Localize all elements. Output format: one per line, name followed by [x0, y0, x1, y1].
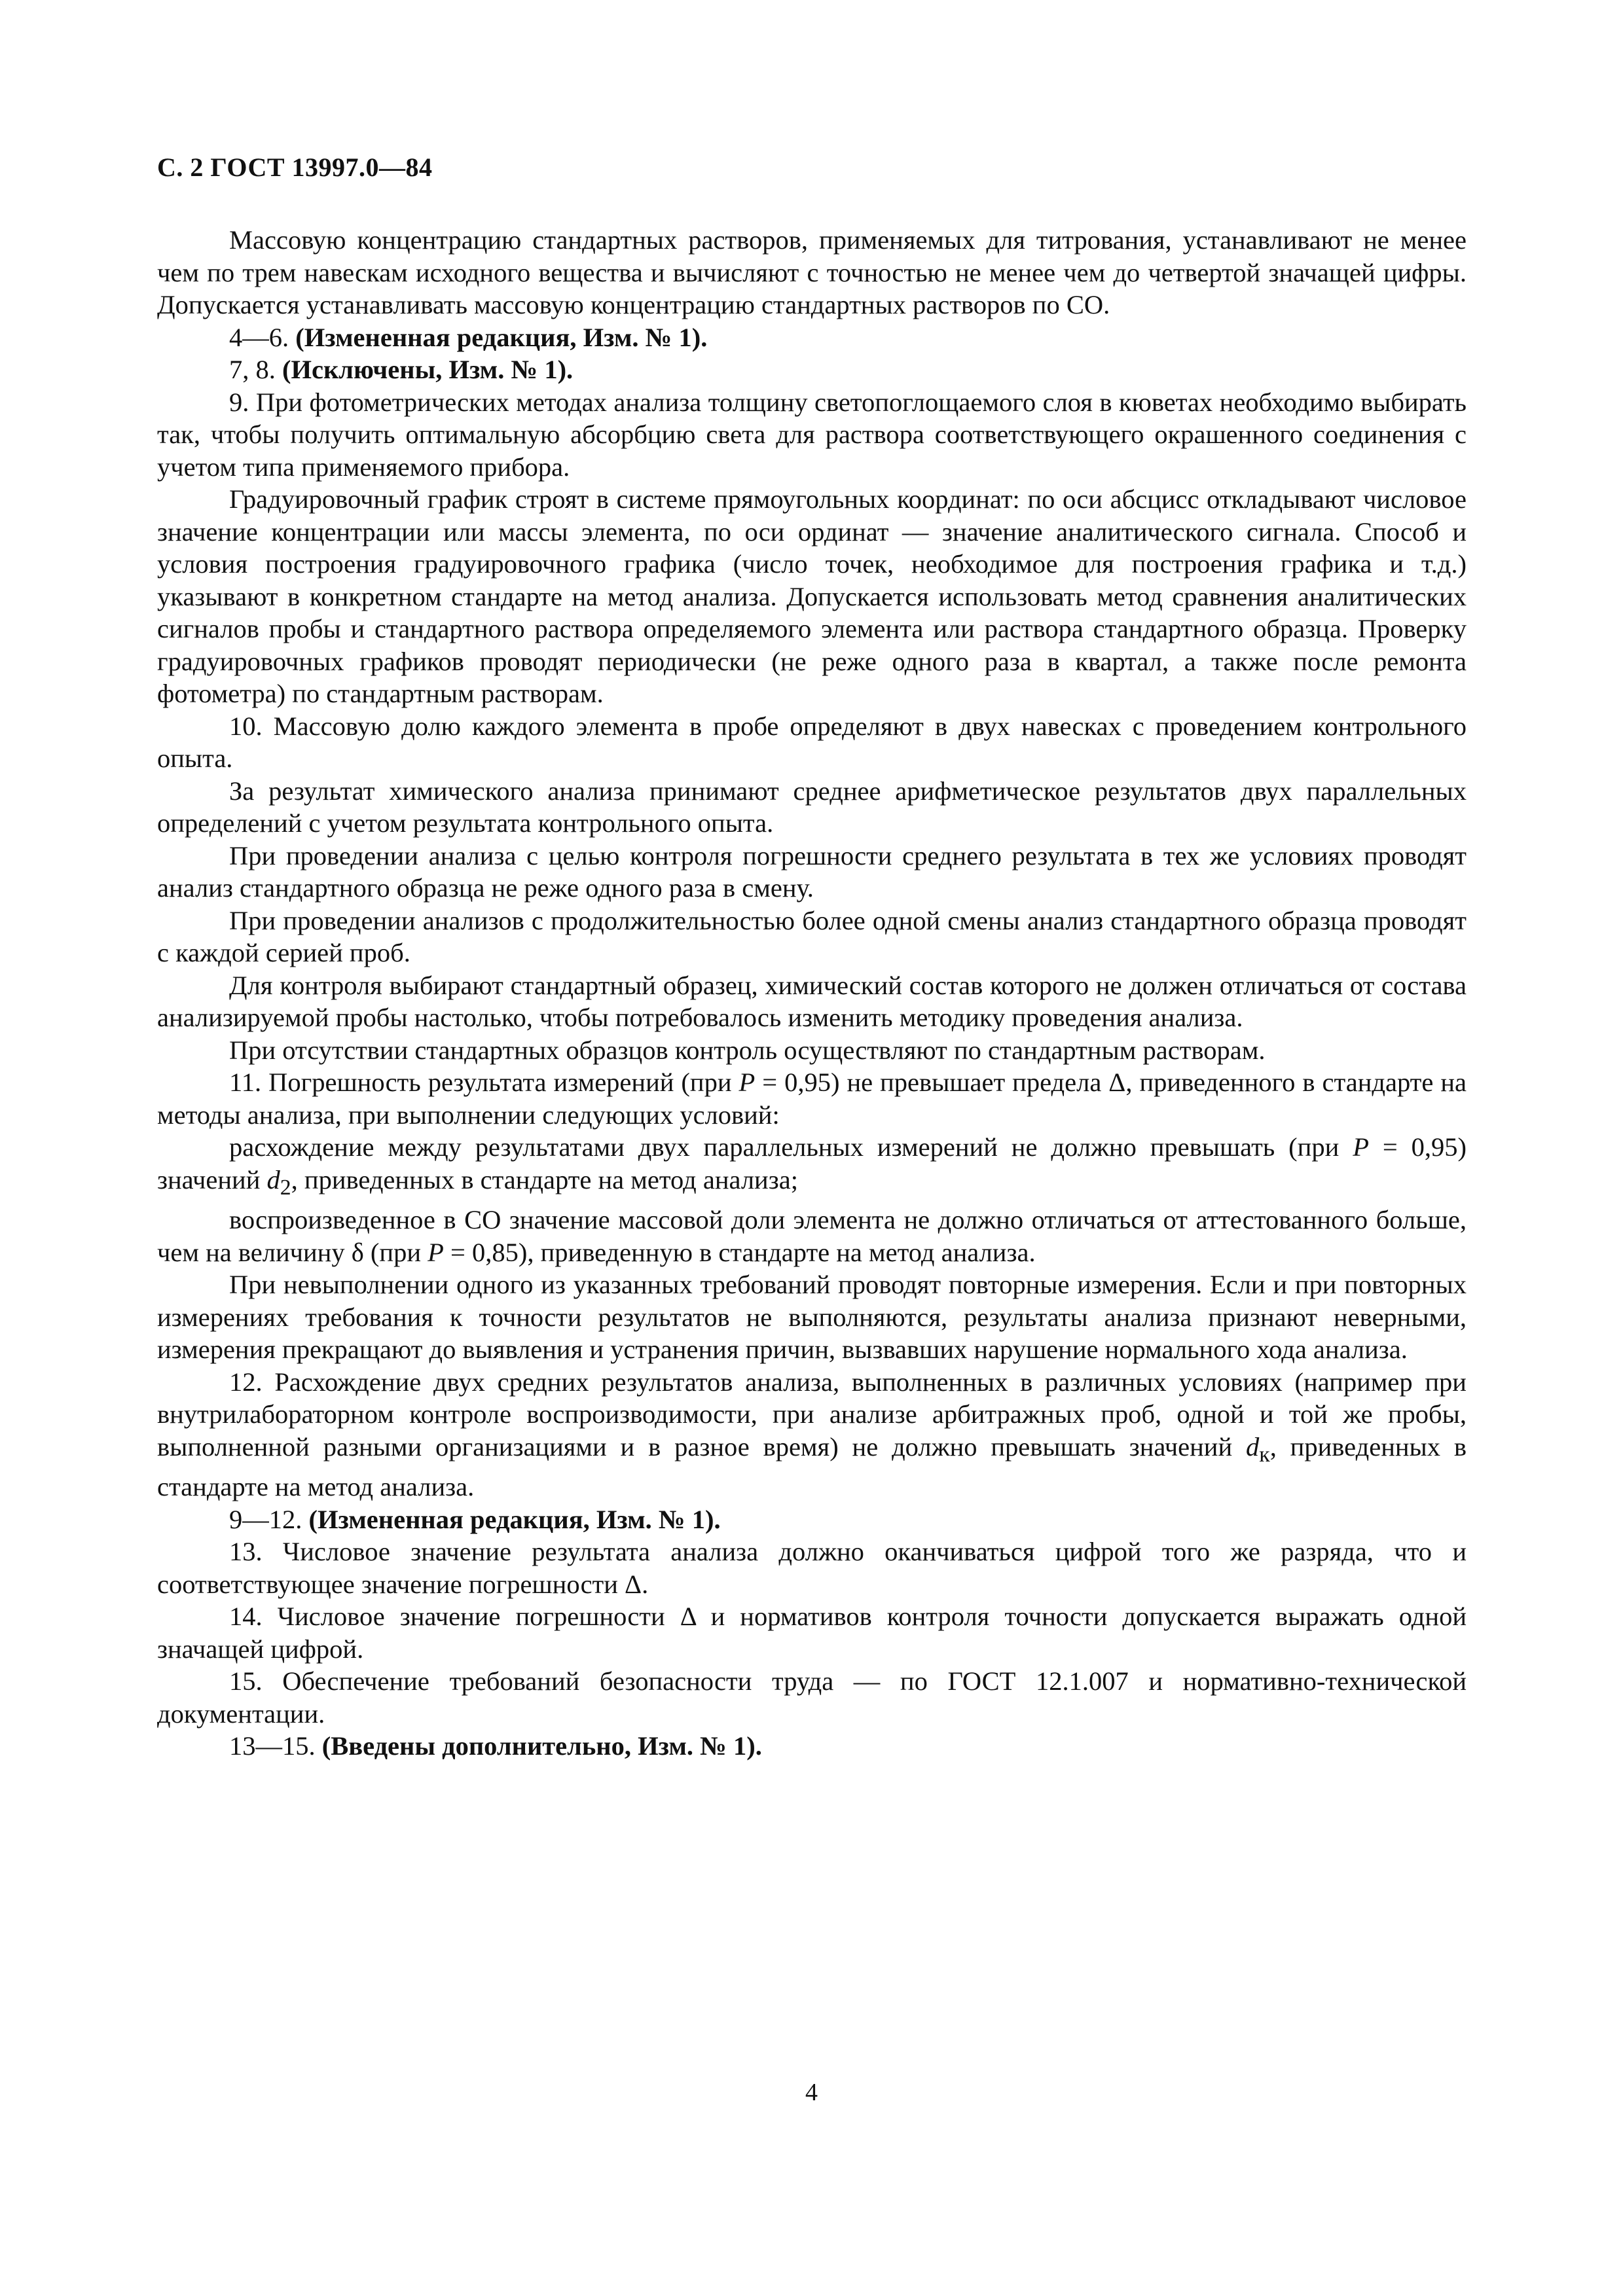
amendment-text: (Введены дополнительно, Изм. № 1).	[321, 1731, 762, 1761]
paragraph: При проведении анализа с целью контроля погрешности среднего результата в тех же условиях проводят анализ стандартного образца не реже одного раза в смену.	[157, 840, 1467, 903]
amendment-ref: 4—6.	[229, 322, 296, 352]
symbol-P: P	[739, 1067, 756, 1097]
paragraph: 9. При фотометрических методах анализа толщину светопоглощаемого слоя в кюветах необходимо выбирать так, чтобы получить оптимальную абсорбцию света для раствора соответствующего окрашенного соединения с учетом типа применяемого прибора.	[157, 387, 1467, 482]
page-header: С. 2 ГОСТ 13997.0—84	[157, 152, 433, 182]
amendment-ref: 13—15.	[229, 1731, 322, 1761]
symbol-P: P	[428, 1237, 444, 1267]
text-run: = 0,95) значений	[157, 1132, 1467, 1194]
amendment-text: (Измененная редакция, Изм. № 1).	[295, 322, 708, 352]
text-run: 12. Расхождение двух средних результатов анализа, выполненных в различных условиях (например при внутрилабораторном контроле воспроизводимости, при анализе арбитражных проб, одной и той же пробы, выполненной разными организациями и в разное время) не должно превышать значений	[157, 1367, 1467, 1462]
subscript: к	[1259, 1442, 1270, 1467]
document-body	[157, 224, 1467, 1763]
paragraph: Градуировочный график строят в системе прямоугольных координат: по оси абсцисс откладывают числовое значение концентрации или массы элемента, по оси ординат — значение аналитического сигнала. Способ и условия построения градуировочного графика (число точек, необходимое для построения графика и т.д.) указывают в конкретном стандарте на метод анализа. Допускается использовать метод сравнения аналитических сигналов пробы и стандартного раствора определяемого элемента или раствора стандартного образца. Проверку градуировочных графиков проводят периодически (не реже одного раза в квартал, а также после ремонта фотометра) по стандартным растворам.	[157, 484, 1467, 708]
amendment-text: (Измененная редакция, Изм. № 1).	[308, 1504, 721, 1534]
text-run: воспроизведенное в СО значение массовой доли элемента не должно отличаться от аттестованного больше, чем на величину δ (при	[157, 1205, 1467, 1267]
paragraph: 13. Числовое значение результата анализа должно оканчиваться цифрой того же разряда, что и соответствующее значение погрешности Δ.	[157, 1537, 1467, 1599]
paragraph: При отсутствии стандартных образцов контроль осуществляют по стандартным растворам.	[229, 1035, 1266, 1065]
paragraph: Массовую концентрацию стандартных растворов, применяемых для титрования, устанавливают не менее чем по трем навескам исходного вещества и вычисляют с точностью не менее чем до четвертой значащей цифры. Допускается устанавливать массовую концентрацию стандартных растворов по СО.	[157, 225, 1467, 319]
paragraph: При невыполнении одного из указанных требований проводят повторные измерения. Если и при повторных измерениях требования к точности результатов не выполняются, результаты анализа признают неверными, измерения прекращают до выявления и устранения причин, вызвавших нарушение нормального хода анализа.	[157, 1270, 1467, 1365]
paragraph: 15. Обеспечение требований безопасности труда — по ГОСТ 12.1.007 и нормативно-технической документации.	[157, 1666, 1467, 1729]
amendment-note	[157, 1730, 1467, 1763]
symbol-d: d	[1246, 1431, 1260, 1462]
paragraph	[157, 1204, 1467, 1268]
page-number: 4	[805, 2079, 818, 2106]
paragraph	[157, 1131, 1467, 1204]
amendment-note	[157, 353, 1467, 386]
symbol-d: d	[266, 1164, 280, 1194]
paragraph: Для контроля выбирают стандартный образец, химический состав которого не должен отличаться от состава анализируемой пробы настолько, чтобы потребовалось изменить методику проведения анализа.	[157, 970, 1467, 1032]
text-run: = 0,85), приведенную в стандарте на метод анализа.	[443, 1237, 1036, 1267]
paragraph	[157, 1366, 1467, 1503]
paragraph: 10. Массовую долю каждого элемента в пробе определяют в двух навесках с проведением контрольного опыта.	[157, 711, 1467, 773]
text-run: расхождение между результатами двух параллельных измерений не должно превышать (при	[229, 1132, 1353, 1162]
amendment-text: (Исключены, Изм. № 1).	[282, 355, 574, 384]
amendment-note	[157, 321, 1467, 354]
paragraph: При проведении анализов с продолжительностью более одной смены анализ стандартного образца проводят с каждой серией проб.	[157, 905, 1467, 967]
paragraph	[157, 1066, 1467, 1131]
amendment-note	[157, 1503, 1467, 1536]
symbol-P: P	[1353, 1132, 1369, 1162]
paragraph: 14. Числовое значение погрешности Δ и нормативов контроля точности допускается выражать одной значащей цифрой.	[157, 1602, 1467, 1664]
text-run: = 0,95) не превышает предела Δ, приведенного в стандарте на методы анализа, при выполнении следующих условий:	[157, 1067, 1467, 1130]
text-run: 11. Погрешность результата измерений (при	[229, 1067, 739, 1097]
paragraph: За результат химического анализа принимают среднее арифметическое результатов двух параллельных определений с учетом результата контрольного опыта.	[157, 776, 1467, 838]
amendment-ref: 7, 8.	[229, 355, 282, 384]
text-run: , приведенных в стандарте на метод анализа;	[291, 1164, 798, 1194]
text-run: , приведенных в стандарте на метод анализа.	[157, 1431, 1467, 1502]
amendment-ref: 9—12.	[229, 1504, 309, 1534]
subscript: 2	[280, 1175, 291, 1200]
